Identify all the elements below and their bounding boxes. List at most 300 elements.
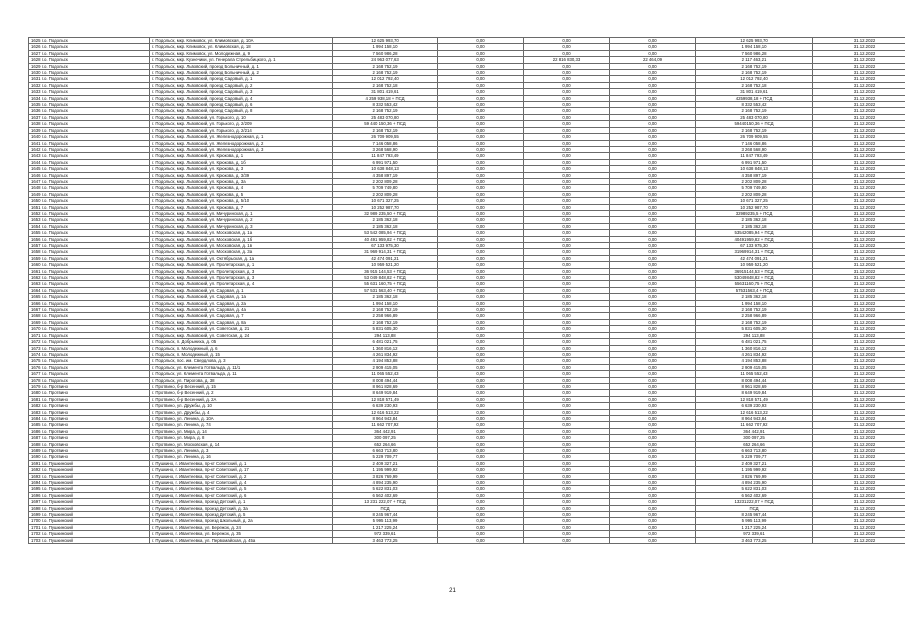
federal-funds-cell: 0,00 — [438, 518, 524, 524]
regional-funds-cell: 0,00 — [524, 396, 610, 402]
regional-funds-cell: 0,00 — [524, 390, 610, 396]
federal-funds-cell: 0,00 — [438, 512, 524, 518]
municipality-cell: 1691 г.о. Пушкинский — [29, 460, 150, 466]
federal-funds-cell: 0,00 — [438, 294, 524, 300]
federal-funds-cell: 0,00 — [438, 255, 524, 261]
regional-funds-cell: 0,00 — [524, 428, 610, 434]
municipality-cell: 1661 г.о. Подольск — [29, 268, 150, 274]
regional-funds-cell: 0,00 — [524, 460, 610, 466]
local-funds-cell: 0,00 — [610, 172, 696, 178]
regional-funds-cell: 0,00 — [524, 121, 610, 127]
federal-funds-cell: 0,00 — [438, 50, 524, 56]
address-cell: г. Подольск, мкр. Львовский, ул. Садовая, д. 7 — [150, 313, 333, 319]
address-cell: г. Подольск, мкр. Львовский, проезд Садовый, д. 6 — [150, 102, 333, 108]
owner-funds-cell: 12 818 571,49 — [696, 396, 813, 402]
owner-funds-cell: 59440150,36 + ПСД — [696, 121, 813, 127]
local-funds-cell: 0,00 — [610, 313, 696, 319]
federal-funds-cell: 0,00 — [438, 166, 524, 172]
address-cell: г. Подольск, мкр. Львовский, ул. Мичуринская, д. 3 — [150, 223, 333, 229]
deadline-cell: 31.12.2022 — [813, 524, 905, 530]
regional-funds-cell: 0,00 — [524, 531, 610, 537]
owner-funds-cell: 6 663 713,80 — [696, 448, 813, 454]
deadline-cell: 31.12.2022 — [813, 185, 905, 191]
total-cost-cell: 8 964 943,84 — [333, 415, 438, 421]
municipality-cell: 1679 г.о. Протвино — [29, 383, 150, 389]
municipality-cell: 1639 г.о. Подольск — [29, 127, 150, 133]
register-table — [28, 37, 905, 544]
municipality-cell: 1656 г.о. Подольск — [29, 236, 150, 242]
owner-funds-cell: 2 117 463,21 — [696, 57, 813, 63]
owner-funds-cell: 2 258 966,89 — [696, 313, 813, 319]
local-funds-cell: 0,00 — [610, 351, 696, 357]
register-table-body — [29, 38, 905, 544]
deadline-cell: 31.12.2022 — [813, 518, 905, 524]
federal-funds-cell: 0,00 — [438, 82, 524, 88]
owner-funds-cell: ПСД — [696, 505, 813, 511]
address-cell: г. Подольск, мкр. Львовский, ул. Железнодорожная, д. 1 — [150, 134, 333, 140]
regional-funds-cell: 0,00 — [524, 146, 610, 152]
address-cell: г. Подольск, мкр. Львовский, проезд Садовый, д. 4 — [150, 95, 333, 101]
owner-funds-cell: 1 994 158,10 — [696, 44, 813, 50]
owner-funds-cell: 8 961 828,69 — [696, 383, 813, 389]
owner-funds-cell: 6 639 230,93 — [696, 403, 813, 409]
local-funds-cell: 0,00 — [610, 243, 696, 249]
address-cell: г. Подольск, мкр. Львовский, ул. Пролетарская, д. 4 — [150, 281, 333, 287]
regional-funds-cell: 0,00 — [524, 287, 610, 293]
address-cell: г. Подольск, п. Молодежный, д. 15 — [150, 351, 333, 357]
total-cost-cell: 5 831 605,30 — [333, 326, 438, 332]
deadline-cell: 31.12.2022 — [813, 153, 905, 159]
total-cost-cell: 2 185 362,18 — [333, 223, 438, 229]
total-cost-cell: 36 915 144,53 + ПСД — [333, 268, 438, 274]
regional-funds-cell: 0,00 — [524, 294, 610, 300]
federal-funds-cell: 0,00 — [438, 185, 524, 191]
address-cell: г. Подольск, пос. им. Свердлова, д. 3 — [150, 358, 333, 364]
deadline-cell: 31.12.2022 — [813, 95, 905, 101]
deadline-cell: 31.12.2022 — [813, 191, 905, 197]
municipality-cell: 1682 г.о. Протвино — [29, 403, 150, 409]
municipality-cell: 1631 г.о. Подольск — [29, 76, 150, 82]
regional-funds-cell: 0,00 — [524, 518, 610, 524]
owner-funds-cell: 5 622 831,03 — [696, 486, 813, 492]
address-cell: г. Подольск, мкр. Львовский, ул. Московская, д. 3а — [150, 249, 333, 255]
regional-funds-cell: 0,00 — [524, 403, 610, 409]
address-cell: г. Подольск, мкр. Львовский, проезд Больничный, д. 2 — [150, 70, 333, 76]
regional-funds-cell: 0,00 — [524, 332, 610, 338]
local-funds-cell: 0,00 — [610, 460, 696, 466]
municipality-cell: 1653 г.о. Подольск — [29, 217, 150, 223]
municipality-cell: 1699 г.о. Пушкинский — [29, 512, 150, 518]
owner-funds-cell: 4 194 853,88 — [696, 358, 813, 364]
total-cost-cell: 12 625 993,70 — [333, 38, 438, 44]
local-funds-cell: 0,00 — [610, 428, 696, 434]
owner-funds-cell: 1 994 158,10 — [696, 300, 813, 306]
regional-funds-cell: 0,00 — [524, 44, 610, 50]
local-funds-cell: 0,00 — [610, 441, 696, 447]
local-funds-cell: 0,00 — [610, 268, 696, 274]
owner-funds-cell: 5 831 605,30 — [696, 326, 813, 332]
owner-funds-cell: 26 709 909,55 — [696, 134, 813, 140]
regional-funds-cell: 0,00 — [524, 364, 610, 370]
federal-funds-cell: 0,00 — [438, 146, 524, 152]
deadline-cell: 31.12.2022 — [813, 50, 905, 56]
municipality-cell: 1640 г.о. Подольск — [29, 134, 150, 140]
municipality-cell: 1669 г.о. Подольск — [29, 319, 150, 325]
total-cost-cell: 2 185 362,18 — [333, 294, 438, 300]
regional-funds-cell: 0,00 — [524, 339, 610, 345]
municipality-cell: 1638 г.о. Подольск — [29, 121, 150, 127]
federal-funds-cell: 0,00 — [438, 307, 524, 313]
municipality-cell: 1629 г.о. Подольск — [29, 63, 150, 69]
deadline-cell: 31.12.2022 — [813, 390, 905, 396]
municipality-cell: 1649 г.о. Подольск — [29, 191, 150, 197]
regional-funds-cell: 0,00 — [524, 383, 610, 389]
federal-funds-cell: 0,00 — [438, 364, 524, 370]
municipality-cell: 1675 г.о. Подольск — [29, 358, 150, 364]
regional-funds-cell: 0,00 — [524, 63, 610, 69]
local-funds-cell: 0,00 — [610, 480, 696, 486]
owner-funds-cell: 3 268 568,90 — [696, 146, 813, 152]
municipality-cell: 1671 г.о. Подольск — [29, 332, 150, 338]
address-cell: г. Протвино, б-р Весенний, д. 2А — [150, 396, 333, 402]
deadline-cell: 31.12.2022 — [813, 268, 905, 274]
regional-funds-cell: 0,00 — [524, 38, 610, 44]
deadline-cell: 31.12.2022 — [813, 326, 905, 332]
municipality-cell: 1660 г.о. Подольск — [29, 262, 150, 268]
federal-funds-cell: 0,00 — [438, 95, 524, 101]
municipality-cell: 1659 г.о. Подольск — [29, 255, 150, 261]
owner-funds-cell: 2 409 327,21 — [696, 460, 813, 466]
deadline-cell: 31.12.2022 — [813, 140, 905, 146]
local-funds-cell: 0,00 — [610, 114, 696, 120]
federal-funds-cell: 0,00 — [438, 204, 524, 210]
local-funds-cell: 0,00 — [610, 531, 696, 537]
federal-funds-cell: 0,00 — [438, 210, 524, 216]
total-cost-cell: 652 264,66 — [333, 441, 438, 447]
federal-funds-cell: 0,00 — [438, 473, 524, 479]
total-cost-cell: 24 963 077,63 — [333, 57, 438, 63]
municipality-cell: 1655 г.о. Подольск — [29, 230, 150, 236]
federal-funds-cell: 0,00 — [438, 505, 524, 511]
federal-funds-cell: 0,00 — [438, 44, 524, 50]
total-cost-cell: 294 113,88 — [333, 332, 438, 338]
address-cell: г. Пушкино, г. Ивантеевка, ул. Бережок, д. 35 — [150, 531, 333, 537]
federal-funds-cell: 0,00 — [438, 371, 524, 377]
regional-funds-cell: 0,00 — [524, 524, 610, 530]
total-cost-cell: 7 146 058,86 — [333, 140, 438, 146]
total-cost-cell: 4 194 853,88 — [333, 358, 438, 364]
local-funds-cell: 0,00 — [610, 409, 696, 415]
regional-funds-cell: 0,00 — [524, 537, 610, 543]
owner-funds-cell: 55631160,75 + ПСД — [696, 281, 813, 287]
address-cell: г. Подольск, п. Добрыниха, д. 05 — [150, 339, 333, 345]
owner-funds-cell: 6 562 402,69 — [696, 492, 813, 498]
local-funds-cell: 0,00 — [610, 383, 696, 389]
total-cost-cell: 40 491 959,82 + ПСД — [333, 236, 438, 242]
total-cost-cell: 5 709 749,80 — [333, 185, 438, 191]
municipality-cell: 1670 г.о. Подольск — [29, 326, 150, 332]
regional-funds-cell: 0,00 — [524, 358, 610, 364]
local-funds-cell: 0,00 — [610, 70, 696, 76]
total-cost-cell: 6 639 230,93 — [333, 403, 438, 409]
regional-funds-cell: 0,00 — [524, 127, 610, 133]
deadline-cell: 31.12.2022 — [813, 377, 905, 383]
regional-funds-cell: 0,00 — [524, 76, 610, 82]
deadline-cell: 31.12.2022 — [813, 371, 905, 377]
federal-funds-cell: 0,00 — [438, 428, 524, 434]
federal-funds-cell: 0,00 — [438, 454, 524, 460]
owner-funds-cell: 7 146 058,86 — [696, 140, 813, 146]
local-funds-cell: 0,00 — [610, 166, 696, 172]
local-funds-cell: 0,00 — [610, 210, 696, 216]
address-cell: г. Протвино, ул. Мира, д. 14 — [150, 428, 333, 434]
deadline-cell: 31.12.2022 — [813, 300, 905, 306]
federal-funds-cell: 0,00 — [438, 236, 524, 242]
regional-funds-cell: 0,00 — [524, 134, 610, 140]
municipality-cell: 1648 г.о. Подольск — [29, 185, 150, 191]
regional-funds-cell: 0,00 — [524, 50, 610, 56]
total-cost-cell: 31 801 419,61 — [333, 89, 438, 95]
address-cell: г. Протвино, ул. Дружбы, д. 10 — [150, 403, 333, 409]
total-cost-cell: 6 991 971,50 — [333, 159, 438, 165]
deadline-cell: 31.12.2022 — [813, 480, 905, 486]
regional-funds-cell: 22 816 830,33 — [524, 57, 610, 63]
address-cell: г. Пушкино, г. Ивантеевка, пр-кт Советский, д. 6 — [150, 492, 333, 498]
local-funds-cell: 0,00 — [610, 204, 696, 210]
address-cell: г. Подольск, мкр. Львовский, ул. Крюкова, д. 1б — [150, 159, 333, 165]
deadline-cell: 31.12.2022 — [813, 486, 905, 492]
total-cost-cell: 2 168 752,19 — [333, 108, 438, 114]
owner-funds-cell: 4259938,18 + ПСД — [696, 95, 813, 101]
deadline-cell: 31.12.2022 — [813, 172, 905, 178]
local-funds-cell: 0,00 — [610, 537, 696, 543]
local-funds-cell: 0,00 — [610, 499, 696, 505]
local-funds-cell: 0,00 — [610, 300, 696, 306]
total-cost-cell: 972 339,61 — [333, 531, 438, 537]
total-cost-cell: 59 440 150,36 + ПСД — [333, 121, 438, 127]
address-cell: г. Подольск, мкр. Львовский, ул. Железнодорожная, д. 2 — [150, 140, 333, 146]
total-cost-cell: 42 474 091,21 — [333, 255, 438, 261]
owner-funds-cell: 10 252 987,70 — [696, 204, 813, 210]
deadline-cell: 31.12.2022 — [813, 319, 905, 325]
regional-funds-cell: 0,00 — [524, 441, 610, 447]
municipality-cell: 1662 г.о. Подольск — [29, 275, 150, 281]
address-cell: г. Пушкино, г. Ивантеевка, проезд Школьный, д. 2а — [150, 518, 333, 524]
municipality-cell: 1651 г.о. Подольск — [29, 204, 150, 210]
total-cost-cell: 364 442,91 — [333, 428, 438, 434]
local-funds-cell: 0,00 — [610, 198, 696, 204]
owner-funds-cell: 8 964 943,84 — [696, 415, 813, 421]
deadline-cell: 31.12.2022 — [813, 435, 905, 441]
local-funds-cell: 0,00 — [610, 524, 696, 530]
owner-funds-cell: 31 801 419,61 — [696, 89, 813, 95]
total-cost-cell: 8 332 553,42 — [333, 102, 438, 108]
municipality-cell: 1698 г.о. Пушкинский — [29, 505, 150, 511]
total-cost-cell: 1 994 158,10 — [333, 44, 438, 50]
address-cell: г. Подольск, мкр. Львовский, ул. Крюкова, д. 5 — [150, 191, 333, 197]
owner-funds-cell: 53542085,94 + ПСД — [696, 230, 813, 236]
regional-funds-cell: 0,00 — [524, 499, 610, 505]
federal-funds-cell: 0,00 — [438, 415, 524, 421]
total-cost-cell: 10 638 848,13 — [333, 166, 438, 172]
address-cell: г. Протвино, б-р Весенний, д. 15 — [150, 383, 333, 389]
address-cell: г. Подольск, мкр. Кузнечики, ул. Генерала Стрельбицкого, д. 1 — [150, 57, 333, 63]
deadline-cell: 31.12.2022 — [813, 38, 905, 44]
owner-funds-cell: 3 826 769,99 — [696, 473, 813, 479]
address-cell: г. Подольск, мкр. Львовский, ул. Пролетарская, д. 3 — [150, 268, 333, 274]
local-funds-cell: 0,00 — [610, 275, 696, 281]
total-cost-cell: 53 049 848,82 + ПСД — [333, 275, 438, 281]
federal-funds-cell: 0,00 — [438, 70, 524, 76]
federal-funds-cell: 0,00 — [438, 326, 524, 332]
municipality-cell: 1702 г.о. Пушкинский — [29, 531, 150, 537]
municipality-cell: 1689 г.о. Протвино — [29, 448, 150, 454]
total-cost-cell: 10 959 521,20 — [333, 262, 438, 268]
federal-funds-cell: 0,00 — [438, 89, 524, 95]
total-cost-cell: 2 409 327,21 — [333, 460, 438, 466]
municipality-cell: 1696 г.о. Пушкинский — [29, 492, 150, 498]
federal-funds-cell: 0,00 — [438, 191, 524, 197]
owner-funds-cell: 5 229 709,77 — [696, 454, 813, 460]
regional-funds-cell: 0,00 — [524, 217, 610, 223]
local-funds-cell: 0,00 — [610, 134, 696, 140]
owner-funds-cell: 31969914,31 + ПСД — [696, 249, 813, 255]
total-cost-cell: 32 989 235,50 + ПСД — [333, 210, 438, 216]
local-funds-cell: 0,00 — [610, 140, 696, 146]
deadline-cell: 31.12.2022 — [813, 441, 905, 447]
regional-funds-cell: 0,00 — [524, 377, 610, 383]
local-funds-cell: 0,00 — [610, 102, 696, 108]
deadline-cell: 31.12.2022 — [813, 428, 905, 434]
address-cell: г. Подольск, мкр. Львовский, ул. Московская, д. 1а — [150, 230, 333, 236]
municipality-cell: 1686 г.о. Протвино — [29, 428, 150, 434]
owner-funds-cell: 36915144,53 + ПСД — [696, 268, 813, 274]
owner-funds-cell: 10 671 327,25 — [696, 198, 813, 204]
regional-funds-cell: 0,00 — [524, 204, 610, 210]
deadline-cell: 31.12.2022 — [813, 210, 905, 216]
owner-funds-cell: 2 168 752,19 — [696, 70, 813, 76]
municipality-cell: 1666 г.о. Подольск — [29, 300, 150, 306]
address-cell: г. Подольск, п. Молодежный, д. 6 — [150, 345, 333, 351]
deadline-cell: 31.12.2022 — [813, 383, 905, 389]
regional-funds-cell: 0,00 — [524, 486, 610, 492]
municipality-cell: 1658 г.о. Подольск — [29, 249, 150, 255]
municipality-cell: 1694 г.о. Пушкинский — [29, 480, 150, 486]
total-cost-cell: 12 818 571,49 — [333, 396, 438, 402]
owner-funds-cell: 11 065 552,43 — [696, 371, 813, 377]
deadline-cell: 31.12.2022 — [813, 146, 905, 152]
federal-funds-cell: 0,00 — [438, 57, 524, 63]
address-cell: г. Подольск, мкр. Львовский, проезд Больничный, д. 1 — [150, 63, 333, 69]
address-cell: г. Подольск, мкр. Львовский, ул. Крюкова, д. 3/39 — [150, 172, 333, 178]
total-cost-cell: 1 195 999,92 — [333, 467, 438, 473]
address-cell: г. Пушкино, г. Ивантеевка, ул. Бережок, д. 24 — [150, 524, 333, 530]
local-funds-cell: 0,00 — [610, 326, 696, 332]
page-number: 21 — [449, 588, 456, 594]
deadline-cell: 31.12.2022 — [813, 44, 905, 50]
local-funds-cell: 0,00 — [610, 236, 696, 242]
federal-funds-cell: 0,00 — [438, 537, 524, 543]
owner-funds-cell: 2 168 752,19 — [696, 307, 813, 313]
regional-funds-cell: 0,00 — [524, 480, 610, 486]
local-funds-cell: 0,00 — [610, 358, 696, 364]
total-cost-cell: 11 847 793,49 — [333, 153, 438, 159]
deadline-cell: 31.12.2022 — [813, 287, 905, 293]
local-funds-cell: 0,00 — [610, 217, 696, 223]
regional-funds-cell: 0,00 — [524, 255, 610, 261]
municipality-cell: 1641 г.о. Подольск — [29, 140, 150, 146]
federal-funds-cell: 0,00 — [438, 159, 524, 165]
address-cell: г. Протвино, ул. Ленина, д. 10А — [150, 415, 333, 421]
municipality-cell: 1703 г.о. Пушкинский — [29, 537, 150, 543]
address-cell: г. Подольск, мкр. Львовский, ул. Пролетарская, д. 1 — [150, 262, 333, 268]
address-cell: г. Подольск, мкр. Львовский, ул. Пролетарская, д. 3 — [150, 275, 333, 281]
local-funds-cell: 22 464,09 — [610, 57, 696, 63]
address-cell: г. Подольск, мкр. Львовский, ул. Крюкова, д. 1 — [150, 153, 333, 159]
owner-funds-cell: 2 185 362,18 — [696, 294, 813, 300]
address-cell: г. Подольск, мкр. Климовск, ул. Климовская, д. 18 — [150, 44, 333, 50]
regional-funds-cell: 0,00 — [524, 82, 610, 88]
regional-funds-cell: 0,00 — [524, 210, 610, 216]
address-cell: г. Подольск, мкр. Львовский, ул. Крюкова, д. 3а — [150, 178, 333, 184]
regional-funds-cell: 0,00 — [524, 249, 610, 255]
federal-funds-cell: 0,00 — [438, 300, 524, 306]
regional-funds-cell: 0,00 — [524, 300, 610, 306]
municipality-cell: 1642 г.о. Подольск — [29, 146, 150, 152]
regional-funds-cell: 0,00 — [524, 313, 610, 319]
total-cost-cell: 10 671 327,25 — [333, 198, 438, 204]
owner-funds-cell: 25 483 070,80 — [696, 114, 813, 120]
federal-funds-cell: 0,00 — [438, 390, 524, 396]
owner-funds-cell: 652 264,66 — [696, 441, 813, 447]
municipality-cell: 1693 г.о. Пушкинский — [29, 473, 150, 479]
deadline-cell: 31.12.2022 — [813, 313, 905, 319]
federal-funds-cell: 0,00 — [438, 422, 524, 428]
owner-funds-cell: 40491959,82 + ПСД — [696, 236, 813, 242]
local-funds-cell: 0,00 — [610, 249, 696, 255]
municipality-cell: 1643 г.о. Подольск — [29, 153, 150, 159]
owner-funds-cell: 3 463 773,25 — [696, 537, 813, 543]
local-funds-cell: 0,00 — [610, 153, 696, 159]
municipality-cell: 1650 г.о. Подольск — [29, 198, 150, 204]
address-cell: г. Подольск, мкр. Львовский, ул. Горького, д. 2/209 — [150, 121, 333, 127]
local-funds-cell: 0,00 — [610, 390, 696, 396]
regional-funds-cell: 0,00 — [524, 473, 610, 479]
municipality-cell: 1680 г.о. Протвино — [29, 390, 150, 396]
municipality-cell: 1678 г.о. Подольск — [29, 377, 150, 383]
federal-funds-cell: 0,00 — [438, 531, 524, 537]
regional-funds-cell: 0,00 — [524, 448, 610, 454]
deadline-cell: 31.12.2022 — [813, 275, 905, 281]
municipality-cell: 1645 г.о. Подольск — [29, 166, 150, 172]
deadline-cell: 31.12.2022 — [813, 415, 905, 421]
address-cell: г. Протвино, ул. Мира, д. 8 — [150, 435, 333, 441]
address-cell: г. Подольск, ул. Клемента Готвальда, д. 11 — [150, 371, 333, 377]
total-cost-cell: 5 995 113,99 — [333, 518, 438, 524]
municipality-cell: 1647 г.о. Подольск — [29, 178, 150, 184]
total-cost-cell: 1 217 225,24 — [333, 524, 438, 530]
local-funds-cell: 0,00 — [610, 396, 696, 402]
regional-funds-cell: 0,00 — [524, 108, 610, 114]
municipality-cell: 1646 г.о. Подольск — [29, 172, 150, 178]
federal-funds-cell: 0,00 — [438, 460, 524, 466]
federal-funds-cell: 0,00 — [438, 223, 524, 229]
municipality-cell: 1683 г.о. Протвино — [29, 409, 150, 415]
local-funds-cell: 0,00 — [610, 127, 696, 133]
total-cost-cell: 5 229 709,77 — [333, 454, 438, 460]
local-funds-cell: 0,00 — [610, 307, 696, 313]
federal-funds-cell: 0,00 — [438, 134, 524, 140]
